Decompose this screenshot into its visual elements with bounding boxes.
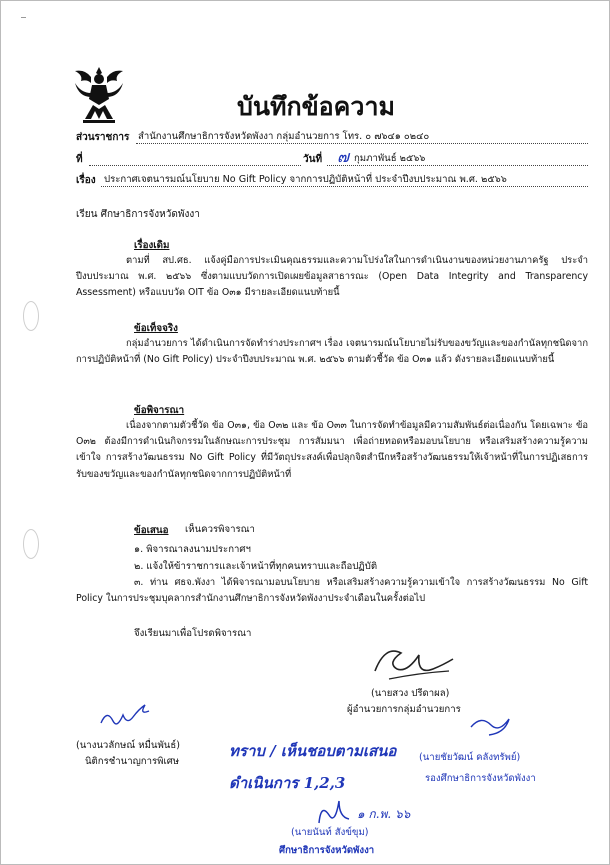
proposal-item: ๒. แจ้งให้ข้าราชการและเจ้าหน้าที่ทุกคนทราบและถือปฏิบัติ xyxy=(134,561,378,572)
section-text-facts xyxy=(76,336,588,368)
subject-label: เรื่อง xyxy=(76,175,96,186)
dotted-rule xyxy=(101,186,588,187)
dotted-rule xyxy=(327,165,588,166)
memo-title: บันทึกข้อความ xyxy=(237,92,395,121)
officer-title: นิติกรชำนาญการพิเศษ xyxy=(85,756,180,767)
proposal-item: ๓. ท่าน ศธจ.พังงา ได้พิจารณามอบนโยบาย หรือเสริมสร้างความรู้ความเข้าใจ การสร้างวัฒนธรรม No Gift Policy ในการประชุมบุคลากรสำนักงานศึกษาธิการจังหวัดพังงาประจำเดือนในครั้งต่อไป xyxy=(76,577,588,605)
subject-value: ประกาศเจตนารมณ์นโยบาย No Gift Policy จากการปฏิบัติหน้าที่ ประจำปีงบประมาณ พ.ศ. ๒๕๖๖ xyxy=(104,174,507,185)
punch-hole-mark xyxy=(23,529,39,559)
officer-signature xyxy=(97,701,157,731)
punch-hole-mark xyxy=(23,301,39,331)
chief-title: ศึกษาธิการจังหวัดพังงา xyxy=(279,845,375,856)
closing-line: จึงเรียนมาเพื่อโปรดพิจารณา xyxy=(134,628,252,639)
deputy-title: รองศึกษาธิการจังหวัดพังงา xyxy=(425,773,536,784)
director-signature xyxy=(369,641,459,685)
section-heading-background: เรื่องเดิม xyxy=(134,240,170,251)
deputy-name: (นายชัยวัฒน์ คลังทรัพย์) xyxy=(419,752,521,763)
section-text: กลุ่มอำนวยการ ได้ดำเนินการจัดทำร่างประกาศฯ เรื่อง เจตนารมณ์นโยบายไม่รับของขวัญและของกำนัลทุกชนิดจากการปฏิบัติหน้าที่ (No Gift Policy) ประจำปีงบประมาณ พ.ศ. ๒๕๖๖ ตามตัวชี้วัด ข้อ O๓๑ แล้ว ดังรายละเอียดแนบท้ายนี้ xyxy=(76,338,588,366)
officer-name: (นางนวลักษณ์ หมื่นพันธ์) xyxy=(76,740,180,751)
handwritten-date-day: ๗ xyxy=(337,147,350,166)
proposal-item: ๑. พิจารณาลงนามประกาศฯ xyxy=(134,544,251,555)
handwritten-date-note: ๑ ก.พ. ๖๖ xyxy=(357,807,411,821)
handwritten-approval-note: ทราบ / เห็นชอบตามเสนอ xyxy=(229,742,397,760)
date-label: วันที่ xyxy=(303,154,323,165)
scan-corner-mark xyxy=(21,17,26,23)
director-title: ผู้อำนวยการกลุ่มอำนวยการ xyxy=(347,704,461,715)
section-heading-consideration: ข้อพิจารณา xyxy=(134,405,185,416)
chief-signature xyxy=(313,797,353,827)
deputy-signature xyxy=(467,713,517,741)
section-text-background xyxy=(76,253,588,302)
section-heading-facts: ข้อเท็จจริง xyxy=(134,323,178,334)
proposal-intro: เห็นควรพิจารณา xyxy=(185,524,255,535)
section-heading-proposal: ข้อเสนอ xyxy=(134,525,169,536)
section-text: เนื่องจากตามตัวชี้วัด ข้อ O๓๑, ข้อ O๓๒ และ ข้อ O๓๓ ในการจัดทำข้อมูลมีความสัมพันธ์ต่อเนื่องกัน โดยเฉพาะ ข้อ O๓๒ ต้องมีการดำเนินกิจกรรมในลักษณะการประชุม การสัมมนา เพื่อถ่ายทอดหรือมอบนโยบาย หรือเสริมสร้างความรู้ความเข้าใจ การสร้างวัฒนธรรม No Gift Policy ที่มีวัตถุประสงค์เพื่อปลุกจิตสำนึกหรือสร้างวัฒนธรรมให้เจ้าหน้าที่ในการปฏิเสธการรับของขวัญและของกำนัลทุกชนิดจากการปฏิบัติหน้าที่ xyxy=(76,420,588,480)
dotted-rule xyxy=(89,165,301,166)
salutation: เรียน ศึกษาธิการจังหวัดพังงา xyxy=(76,209,200,220)
ref-label: ที่ xyxy=(76,154,83,165)
agency-value: สำนักงานศึกษาธิการจังหวัดพังงา กลุ่มอำนวยการ โทร. ๐ ๗๖๔๑ ๐๒๔๐ xyxy=(138,131,430,142)
section-text-consideration xyxy=(76,418,588,483)
section-text: ตามที่ สป.ศธ. แจ้งคู่มือการประเมินคุณธรรมและความโปร่งใสในการดำเนินงานของหน่วยงานภาครัฐ ประจำปีงบประมาณ พ.ศ. ๒๕๖๖ ซึ่งตามแบบวัดการเปิดเผยข้อมูลสาธารณะ (Open Data Integrity and Transparency Assessment) หรือแบบวัด OIT ข้อ O๓๑ มีรายละเอียดแนบท้ายนี้ xyxy=(76,255,588,299)
garuda-emblem-icon xyxy=(71,65,127,125)
date-value: กุมภาพันธ์ ๒๕๖๖ xyxy=(354,153,426,164)
dotted-rule xyxy=(136,143,588,144)
agency-label: ส่วนราชการ xyxy=(76,132,130,143)
chief-name: (นายนันท์ สังข์ขุม) xyxy=(291,827,369,838)
proposal-item-long xyxy=(76,575,588,607)
director-name: (นายสวง ปรีดาผล) xyxy=(371,688,450,699)
handwritten-action-note: ดำเนินการ 1,2,3 xyxy=(229,774,346,792)
